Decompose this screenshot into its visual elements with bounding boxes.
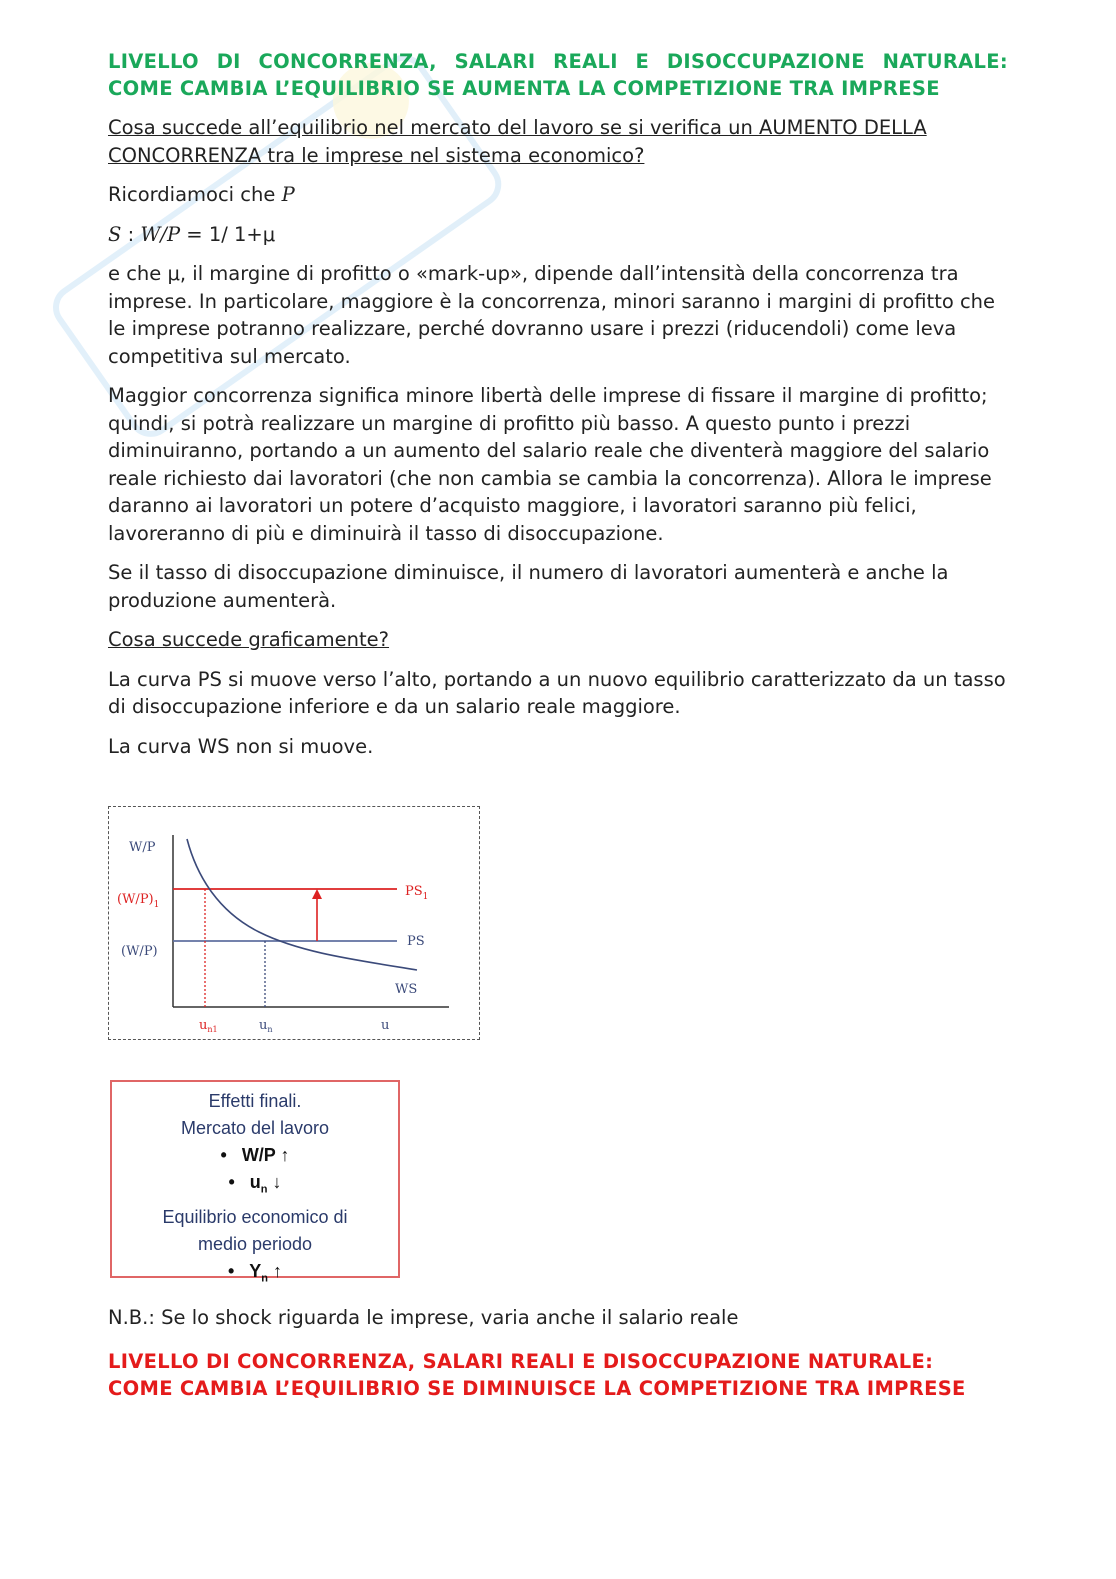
ws-label: WS <box>395 982 418 997</box>
formula-rhs: = 1/ 1+μ <box>186 222 276 246</box>
effects-market: Mercato del lavoro <box>180 1118 330 1138</box>
question-text: Cosa succede all’equilibrio nel mercato del lavoro se si verifica un AUMENTO DELLA CONCORRENZA tra le imprese nel sistema economico? <box>108 116 927 167</box>
ws-ps-chart <box>108 806 480 1040</box>
chart-svg <box>109 807 479 1039</box>
paragraph-competition: Maggior concorrenza significa minore libertà delle imprese di fissare il margine di profitto; quindi, si potrà realizzare un margine di profitto più basso. A questo punto i prezzi diminuiranno, portando a un aumento del salario reale che diventerà maggiore del salario reale richiesto dai lavoratori (che non cambia se cambia la concorrenza). Allora le imprese daranno ai lavoratori un potere d’acquisto maggiore, i lavoratori saranno più felici, lavoreranno di più e diminuirà il tasso di disoccupazione. <box>108 384 992 545</box>
formula-wp: W/P <box>140 222 181 246</box>
heading1-line2: COME CAMBIA L’EQUILIBRIO SE AUMENTA LA COMPETIZIONE TRA IMPRESE <box>108 77 940 100</box>
heading2-line1: LIVELLO DI CONCORRENZA, SALARI REALI E DISOCCUPAZIONE NATURALE: <box>108 1350 934 1373</box>
subheading-graph: Cosa succede graficamente? <box>108 628 390 651</box>
ps1-label: $PS_1$ <box>405 884 429 902</box>
effects-equilibrium: Equilibrio economico di <box>162 1206 348 1227</box>
shift-arrow-head <box>312 889 322 899</box>
recall-var: P <box>281 183 295 206</box>
ws-curve <box>187 839 417 970</box>
paragraph-markup: e che μ, il margine di profitto o «mark-up», dipende dall’intensità della concorrenza tra imprese. In particolare, maggiore è la concorrenza, minori saranno i margini di profitto che le imprese potranno realizzare, perché dovranno usare i prezzi (riducendoli) come leva competitiva sul mercato. <box>108 262 996 368</box>
ps-label: PS <box>407 934 425 949</box>
wp-label: (W/P) <box>121 944 158 959</box>
x-axis-label: u <box>381 1018 390 1033</box>
paragraph-ps-shift: La curva PS si muove verso l’alto, portando a un nuovo equilibrio caratterizzato da un tasso di disoccupazione inferiore e da un salario reale maggiore. <box>108 667 1006 718</box>
formula-colon: : <box>127 222 135 246</box>
paragraph-ws-static: La curva WS non si muove. <box>108 734 374 758</box>
nb-note: N.B.: Se lo shock riguarda le imprese, varia anche il salario reale <box>108 1306 739 1329</box>
y-axis-label: W/P <box>129 840 156 855</box>
effects-un-row: • $u_n$ ↓ <box>228 1172 282 1196</box>
recall-line <box>108 181 1008 209</box>
effects-period: medio periodo <box>197 1233 313 1254</box>
formula-s: S <box>108 222 122 246</box>
heading1-line1: LIVELLO DI CONCORRENZA, SALARI REALI E DISOCCUPAZIONE NATURALE: <box>108 50 1008 73</box>
final-effects-box <box>110 1080 400 1285</box>
recall-text: Ricordiamoci che <box>108 183 276 206</box>
un-tick-label: $u_n$ <box>259 1018 273 1034</box>
effects-wp-row: • W/P ↑ <box>220 1145 290 1165</box>
heading-increase-competition <box>108 48 1008 102</box>
effects-title: Effetti finali. <box>208 1091 302 1111</box>
formula-line <box>108 221 1008 249</box>
heading-decrease-competition <box>108 1348 1008 1402</box>
un1-tick-label: $u_{n1}$ <box>199 1018 218 1034</box>
heading2-line2: COME CAMBIA L’EQUILIBRIO SE DIMINUISCE LA COMPETIZIONE TRA IMPRESE <box>108 1377 966 1400</box>
effects-yn-row: • $Y_n$ ↑ <box>227 1260 283 1285</box>
wp1-label: $(W/P)_1$ <box>117 892 160 910</box>
paragraph-unemployment: Se il tasso di disoccupazione diminuisce, il numero di lavoratori aumenterà e anche la produzione aumenterà. <box>108 561 949 612</box>
